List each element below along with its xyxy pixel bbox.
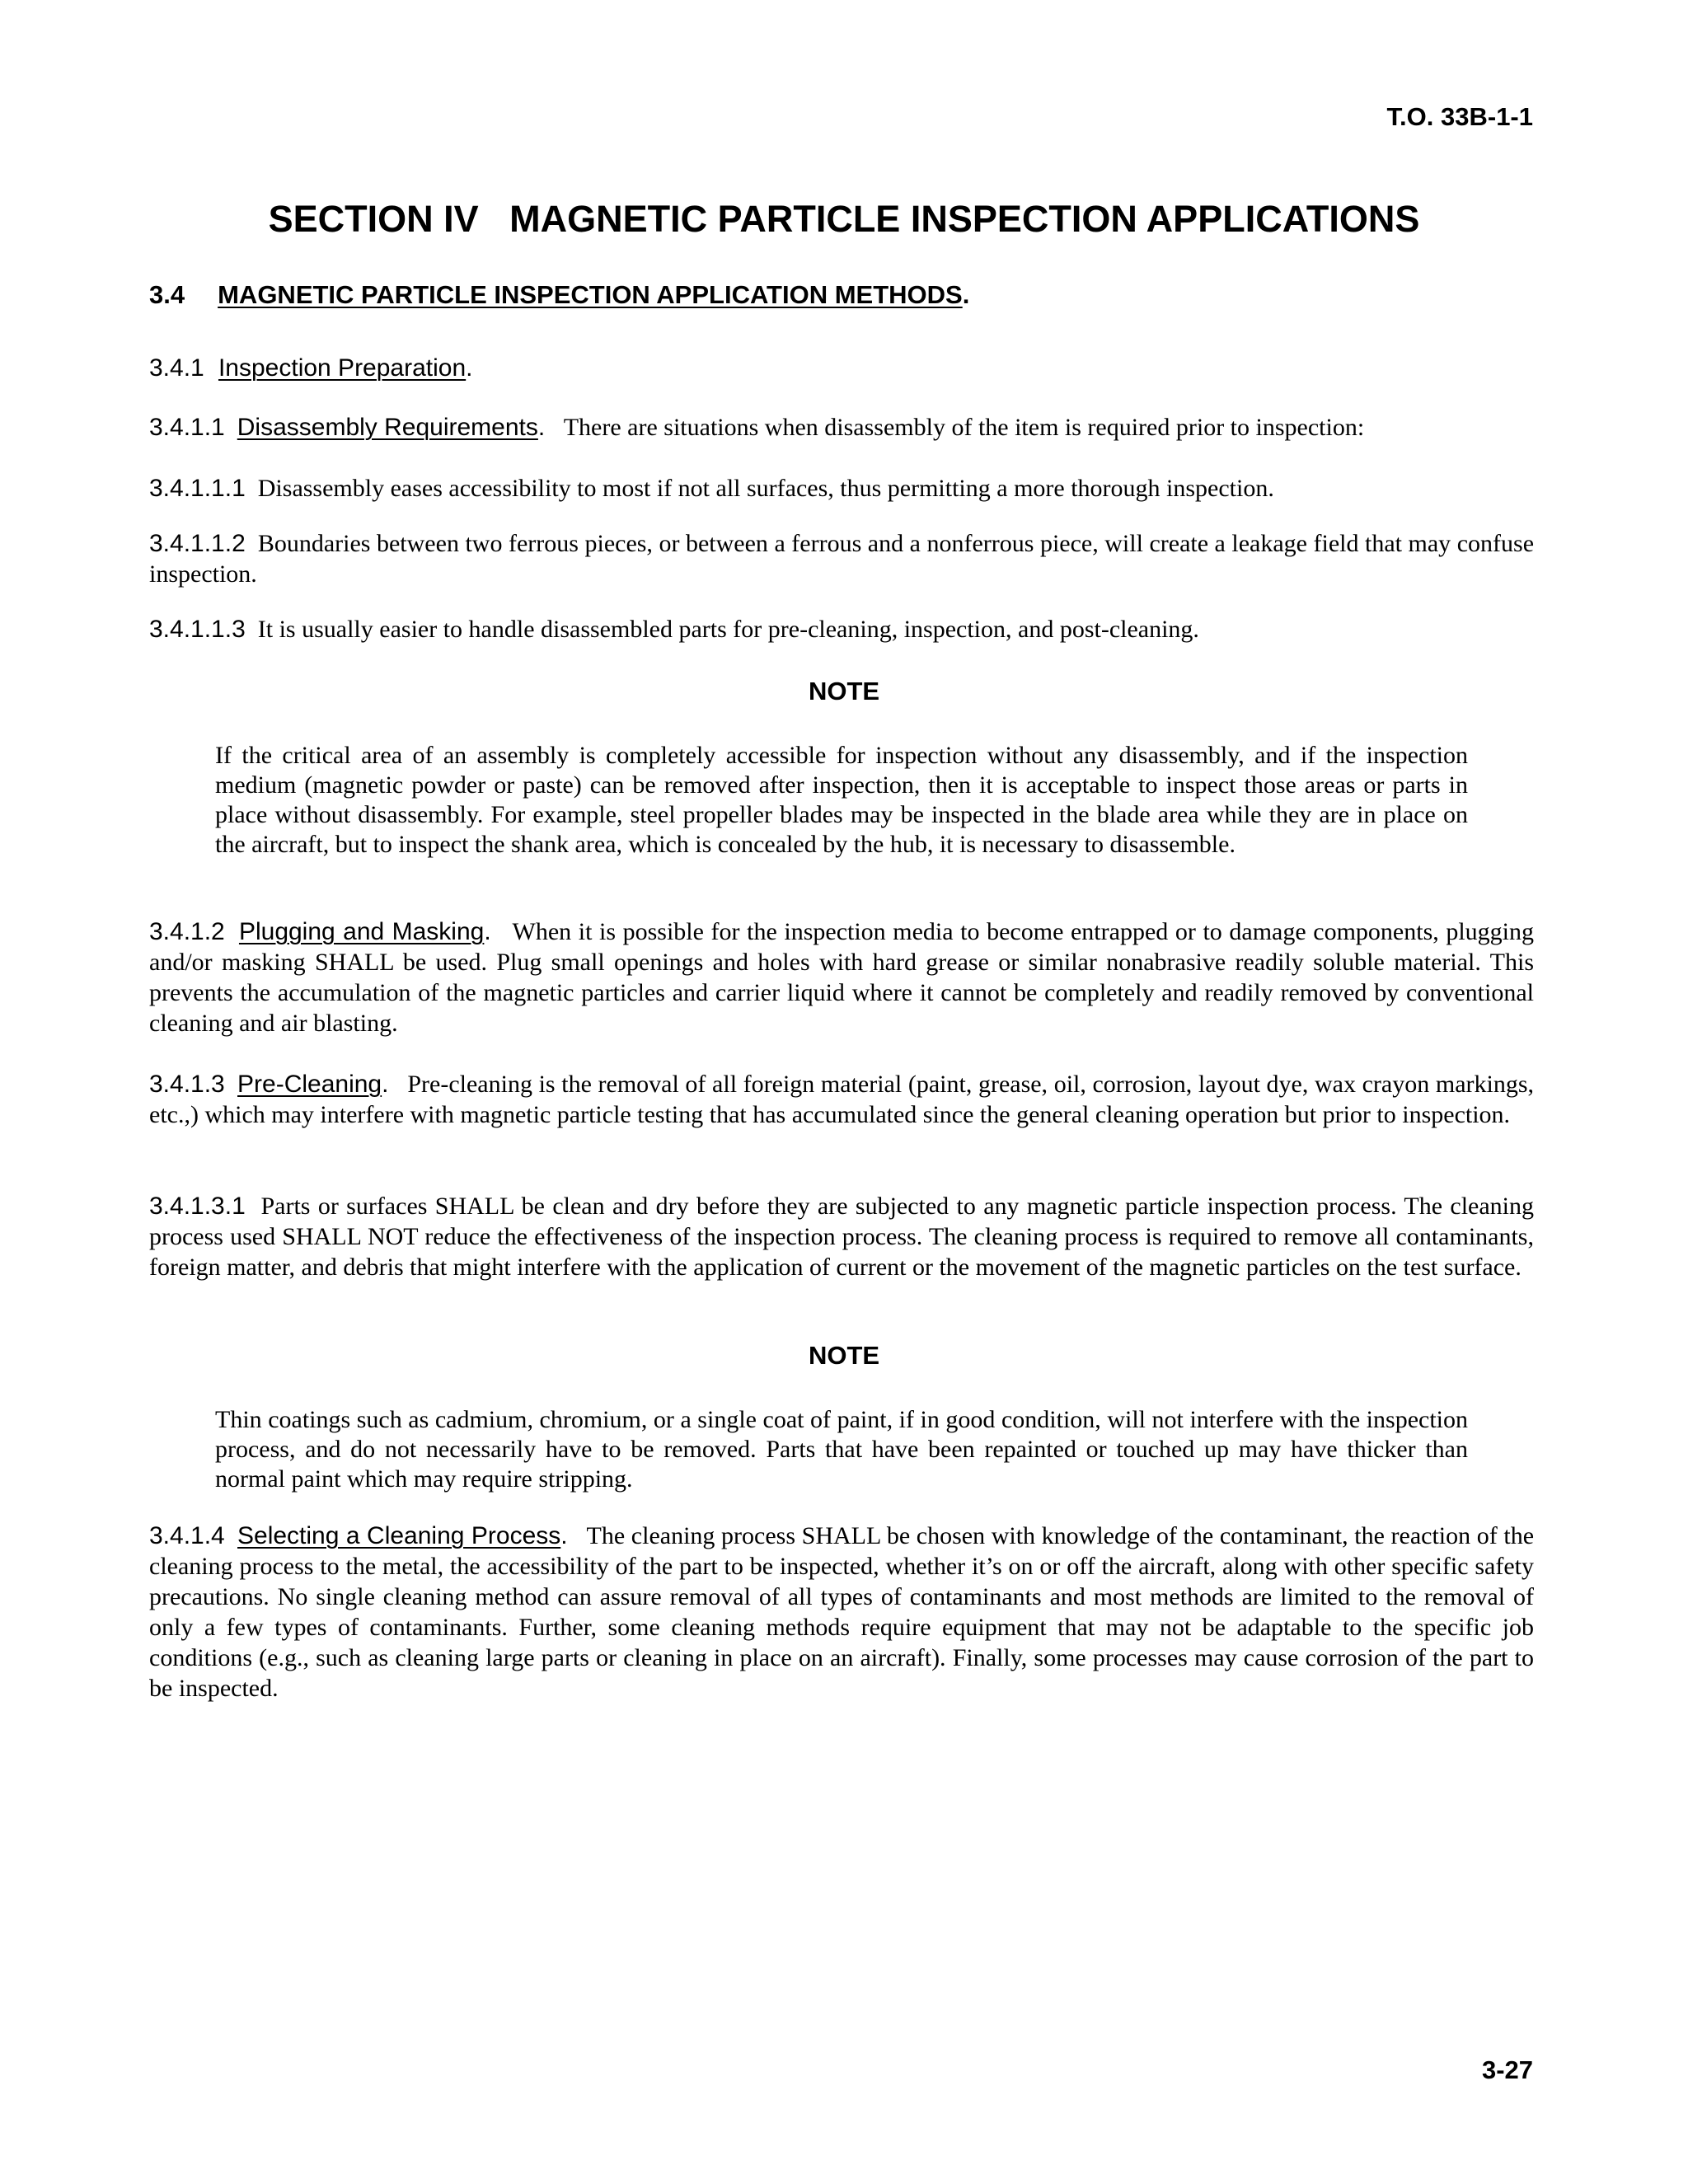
paragraph-caption: Selecting a Cleaning Process bbox=[237, 1522, 561, 1549]
paragraph-3-4-1-3: 3.4.1.3 Pre-Cleaning. Pre-cleaning is the removal of all foreign material (paint, grease, oil, corrosion, layout dye, wax crayon markings, etc.,) which may interfere with magnetic particle testing that has accumulated since the general cleaning operation but prior to inspection. bbox=[149, 1071, 1535, 1128]
paragraph-number: 3.4.1.1.1 bbox=[149, 475, 246, 502]
paragraph-caption: Inspection Preparation bbox=[218, 354, 467, 382]
paragraph-3-4-1-1-2 bbox=[149, 528, 1534, 589]
paragraph-number: 3.4.1.1.2 bbox=[149, 530, 246, 557]
paragraph-text: There are situations when disassembly of the item is required prior to inspection: bbox=[563, 414, 1365, 441]
paragraph-number: 3.4.1.1.3 bbox=[149, 616, 246, 643]
paragraph-3-4-1-1-1 bbox=[149, 473, 1534, 504]
paragraph-number: 3.4.1.3 bbox=[149, 1071, 225, 1098]
paragraph-text: Disassembly eases accessibility to most if not all surfaces, thus permitting a more thorough inspection. bbox=[257, 475, 1274, 502]
paragraph-number: 3.4.1.3.1 bbox=[149, 1193, 246, 1220]
paragraph-3-4-1-1: 3.4.1.1 Disassembly Requirements. There are situations when disassembly of the item is required prior to inspection: bbox=[149, 414, 1365, 441]
paragraph-caption: Disassembly Requirements bbox=[237, 414, 538, 441]
heading-caption: MAGNETIC PARTICLE INSPECTION APPLICATION METHODS bbox=[218, 280, 963, 309]
section-title: SECTION IV MAGNETIC PARTICLE INSPECTION APPLICATIONS bbox=[268, 198, 1420, 240]
paragraph-number: 3.4.1 bbox=[149, 354, 204, 382]
note-label: NOTE bbox=[808, 1341, 880, 1370]
paragraph-text: Boundaries between two ferrous pieces, or between a ferrous and a nonferrous piece, will create a leakage field that may confuse inspection. bbox=[149, 530, 1535, 588]
note-text: If the critical area of an assembly is completely accessible for inspection without any disassembly, and if the inspection medium (magnetic powder or paste) can be removed after inspection, then it is acceptable to inspect those areas or parts in place without disassembly. For example, steel propeller blades may be inspected in the blade area while they are in place on the aircraft, but to inspect the shank area, which is concealed by the hub, it is necessary to disassemble. bbox=[215, 742, 1468, 858]
page-number: 3-27 bbox=[1481, 2055, 1533, 2084]
paragraph-text: The cleaning process SHALL be chosen with knowledge of the contaminant, the reaction of the cleaning process to the metal, the accessibility of the part to be inspected, whether it’s on or off the aircraft, along with other specific safety precautions. No single cleaning method can assure removal of all types of contaminants and most methods are limited to the removal of only a few types of contaminants. Further, some cleaning methods require equipment that may not be adaptable to the specific job conditions (e.g., such as cleaning large parts or cleaning in place on an aircraft). Finally, some processes may cause corrosion of the part to be inspected. bbox=[149, 1522, 1535, 1702]
heading-3-4: 3.4 MAGNETIC PARTICLE INSPECTION APPLICATION METHODS. bbox=[149, 280, 970, 309]
paragraph-text: Parts or surfaces SHALL be clean and dry before they are subjected to any magnetic particle inspection process. The cleaning process used SHALL NOT reduce the effectiveness of the inspection process. The cleaning process is required to remove all contaminants, foreign matter, and debris that might interfere with the application of current or the movement of the magnetic particles on the test surface. bbox=[149, 1193, 1535, 1281]
paragraph-caption: Pre-Cleaning bbox=[237, 1071, 382, 1098]
paragraph-3-4-1-4: 3.4.1.4 Selecting a Cleaning Process. The cleaning process SHALL be chosen with knowledge of the contaminant, the reaction of the cleaning process to the metal, the accessibility of the part to be inspected, whether it’s on or off the aircraft, along with other specific safety precautions. No single cleaning method can assure removal of all types of contaminants and most methods are limited to the removal of only a few types of contaminants. Further, some cleaning methods require equipment that may not be adaptable to the specific job conditions (e.g., such as cleaning large parts or cleaning in place on an aircraft). Finally, some processes may cause corrosion of the part to be inspected. bbox=[149, 1522, 1535, 1702]
paragraph-number: 3.4.1.4 bbox=[149, 1522, 225, 1549]
note-label: NOTE bbox=[808, 677, 880, 705]
heading-number: 3.4 bbox=[149, 280, 185, 309]
paragraph-3-4-1-3-1 bbox=[149, 1191, 1534, 1282]
paragraph-number: 3.4.1.2 bbox=[149, 918, 225, 945]
paragraph-number: 3.4.1.1 bbox=[149, 414, 225, 441]
paragraph-3-4-1-2: 3.4.1.2 Plugging and Masking. When it is possible for the inspection media to become entrapped or to damage components, plugging and/or masking SHALL be used. Plug small openings and holes with hard grease or similar nonabrasive readily soluble material. This prevents the accumulation of the magnetic particles and carrier liquid where it cannot be completely and readily removed by conventional cleaning and air blasting. bbox=[149, 918, 1535, 1037]
note-text: Thin coatings such as cadmium, chromium, or a single coat of paint, if in good condition, will not interfere with the inspection process, and do not necessarily have to be removed. Parts that have been repainted or touched up may have thicker than normal paint which may require stripping. bbox=[215, 1406, 1468, 1493]
paragraph-caption: Plugging and Masking bbox=[238, 918, 485, 945]
heading-3-4-1: 3.4.1 Inspection Preparation. bbox=[149, 354, 473, 382]
paragraph-text: Pre-cleaning is the removal of all foreign material (paint, grease, oil, corrosion, layout dye, wax crayon markings, etc.,) which may interfere with magnetic particle testing that has accumulated since the general cleaning operation but prior to inspection. bbox=[149, 1071, 1535, 1128]
document-number: T.O. 33B-1-1 bbox=[1386, 102, 1533, 131]
paragraph-text: It is usually easier to handle disassembled parts for pre-cleaning, inspection, and post-cleaning. bbox=[257, 616, 1199, 643]
paragraph-text: When it is possible for the inspection media to become entrapped or to damage components, plugging and/or masking SHALL be used. Plug small openings and holes with hard grease or similar nonabrasive readily soluble material. This prevents the accumulation of the magnetic particles and carrier liquid where it cannot be completely and readily removed by conventional cleaning and air blasting. bbox=[149, 918, 1535, 1037]
paragraph-3-4-1-1-3 bbox=[149, 614, 1534, 644]
